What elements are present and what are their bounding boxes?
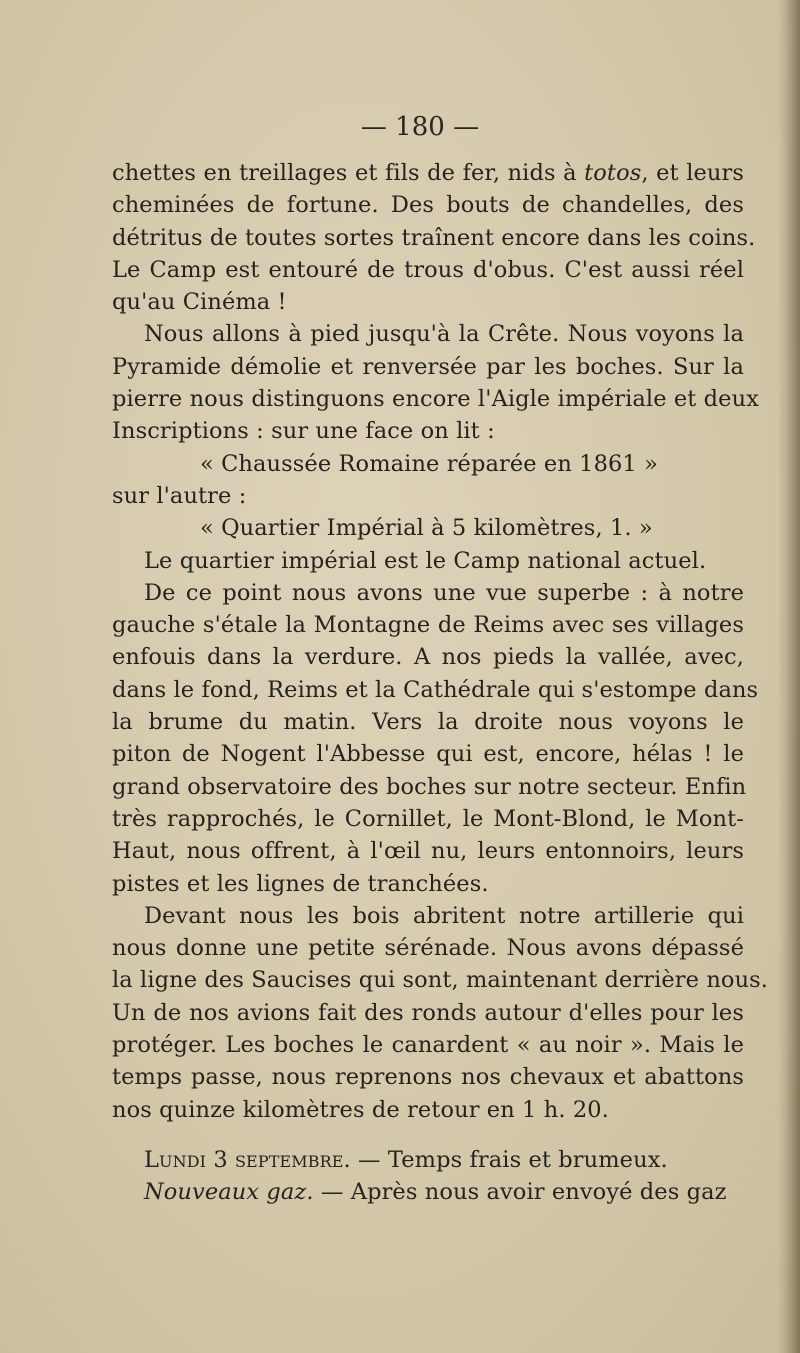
page-edge-shadow	[778, 0, 800, 1353]
text-line: qu'au Cinéma !	[112, 289, 287, 316]
text-line: Devant nous les bois abritent notre artillerie qui	[144, 902, 744, 929]
text-line: très rapprochés, le Cornillet, le Mont-Blond, le Mont-	[112, 805, 744, 832]
page-number: — 180 —	[360, 112, 480, 142]
text-line: temps passe, nous reprenons nos chevaux et abattons	[112, 1064, 744, 1091]
text-line: la ligne des Saucises qui sont, maintenant derrière nous.	[112, 967, 769, 994]
diary-entry-line: Nouveaux gaz. — Après nous avoir envoyé des gaz	[144, 1179, 727, 1206]
text-line: Un de nos avions fait des ronds autour d'elles pour les	[112, 999, 744, 1026]
text-line: pierre nous distinguons encore l'Aigle impériale et deux	[112, 386, 759, 413]
text-line: détritus de toutes sortes traînent encore dans les coins.	[112, 224, 756, 251]
text-line: Haut, nous offrent, à l'œil nu, leurs entonnoirs, leurs	[112, 838, 744, 865]
text-line: sur l'autre :	[112, 482, 247, 509]
text-line: Le Camp est entouré de trous d'obus. C'est aussi réel	[112, 256, 744, 283]
text-line: cheminées de fortune. Des bouts de chandelles, des	[112, 192, 744, 219]
section-gap	[112, 1126, 744, 1144]
text-line: dans le fond, Reims et la Cathédrale qui s'estompe dans	[112, 676, 759, 703]
text-line: protéger. Les boches le canardent « au noir ». Mais le	[112, 1032, 744, 1059]
text-line: enfouis dans la verdure. A nos pieds la vallée, avec,	[112, 644, 744, 671]
text-line: pistes et les lignes de tranchées.	[112, 870, 489, 897]
text-line: piton de Nogent l'Abbesse qui est, encore, hélas ! le	[112, 741, 744, 768]
text-line: grand observatoire des boches sur notre secteur. Enfin	[112, 773, 747, 800]
text-line: nous donne une petite sérénade. Nous avons dépassé	[112, 935, 744, 962]
text-line: Le quartier impérial est le Camp national actuel.	[144, 547, 707, 574]
entry-date: Lundi 3 septembre.	[144, 1146, 351, 1173]
body-text	[112, 157, 769, 1209]
text-line: la brume du matin. Vers la droite nous voyons le	[112, 709, 744, 736]
text-line: Inscriptions : sur une face on lit :	[112, 418, 495, 445]
entry-subtitle: Nouveaux gaz.	[144, 1179, 314, 1206]
diary-entry-heading: Lundi 3 septembre. — Temps frais et brumeux.	[144, 1146, 668, 1173]
text-line: Pyramide démolie et renversée par les boches. Sur la	[112, 353, 744, 380]
text-line: gauche s'étale la Montagne de Reims avec ses villages	[112, 612, 744, 639]
quote-line: « Quartier Impérial à 5 kilomètres, 1. »	[200, 515, 653, 542]
quote-line: « Chaussée Romaine réparée en 1861 »	[200, 450, 658, 477]
text-line: Nous allons à pied jusqu'à la Crête. Nous voyons la	[144, 321, 744, 348]
text-line: nos quinze kilomètres de retour en 1 h. 20.	[112, 1096, 609, 1123]
text-line: De ce point nous avons une vue superbe : à notre	[144, 579, 744, 606]
text-line: chettes en treillages et fils de fer, nids à totos, et leurs	[112, 160, 744, 186]
